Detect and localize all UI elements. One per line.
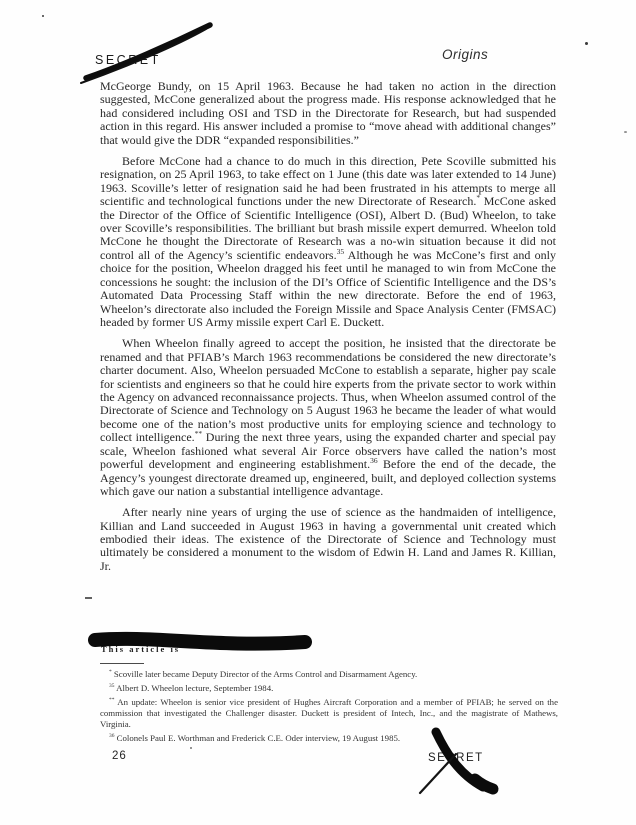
scan-speck: [624, 131, 627, 133]
scan-speck: [190, 747, 192, 749]
classification-stamp-bottom: SECRET: [428, 752, 484, 764]
footnote-separator: [100, 663, 144, 664]
scan-speck: [85, 597, 92, 599]
paragraph: McGeorge Bundy, on 15 April 1963. Because he had taken no action in the direction suggested, McCone generalized about the progress made. His response acknowledged that he had considered including OSI and TSD in the Directorate for Research, but had suspended action in this regard. His answer included a promise to “move ahead with additional changes” that would give the DDR “expanded responsibilities.”: [100, 79, 556, 147]
footnote-item: * Scoville later became Deputy Director of the Arms Control and Disarmament Agency.: [109, 669, 418, 679]
footnote-item: ** An update: Wheelon is senior vice president of Hughes Aircraft Corporation and a member of PFIAB; he served on the commission that investigated the Challenger disaster. Duckett is president of Intech, Inc., and the magistrate of Mathews, Virginia.: [100, 697, 558, 729]
paragraph: Before McCone had a chance to do much in this direction, Pete Scoville submitted his resignation, on 25 April 1963, to take effect on 1 June (this date was later extended to 14 June) 1963. Scoville’s letter of resignation said he had been frustrated in his attempts to merge all scientific and technological functions under the new Directorate of Research.* McCone asked the Director of the Office of Scientific Intelligence (OSI), Albert D. (Bud) Wheelon, to take over Scoville’s responsibilities. The brilliant but brash missile expert demurred. Wheelon told McCone he thought the Directorate of Research was a no-win situation because it did not control all of the Agency’s scientific endeavors.$^{35}$ Although he was McCone’s first and only choice for the position, Wheelon dragged his feet until he managed to win from McCone the concessions he sought: the inclusion of the DI’s Office of Scientific Intelligence and the DS’s Automated Data Processing Staff within the new directorate. Before the end of 1963, Wheelon’s directorate also included the Foreign Missile and Space Analysis Center (FMSAC) headed by former US Army missile expert Carl E. Duckett.: [100, 153, 556, 330]
body-paragraphs: [100, 80, 556, 581]
footnote-item: $^{35}$ Albert D. Wheelon lecture, September 1984.: [109, 683, 274, 693]
footnotes: [100, 669, 558, 747]
strike-mark-top-icon: [76, 16, 221, 88]
scan-speck: [42, 15, 44, 17]
footnote-item: $^{36}$ Colonels Paul E. Worthman and Frederick C.E. Oder interview, 19 August 1985.: [109, 733, 401, 743]
classification-stamp-top: SECRET: [95, 53, 161, 67]
running-title: Origins: [442, 47, 489, 62]
paragraph: After nearly nine years of urging the use of science as the handmaiden of intelligence, Killian and Land succeeded in August 1963 in having a governmental unit created which embodied their ideas. The existence of the Directorate of Science and Technology must ultimately be considered a monument to the wisdom of Edwin H. Land and James R. Killian, Jr.: [100, 505, 556, 573]
scan-speck: [585, 42, 588, 45]
page-number: 26: [112, 750, 127, 762]
redaction-remnant-text: This article is: [101, 644, 181, 654]
paragraph: When Wheelon finally agreed to accept the position, he insisted that the directorate be renamed and that PFIAB’s March 1963 recommendations be considered the new directorate’s charter document. Also, Wheelon persuaded McCone to establish a separate, higher pay scale for scientists and engineers so that he could hire experts from the private sector to work within the Agency on advanced reconnaissance projects. Thus, when Wheelon assumed control of the Directorate of Science and Technology on 5 August 1963 he became the leader of what would become one of the nation’s most productive units for employing science and technology to collect intelligence.** During the next three years, using the expanded charter and special pay scale, Wheelon fashioned what several Air Force observers have called the nation’s most powerful development and engineering establishment.$^{36}$ Before the end of the decade, the Agency’s youngest directorate dreamed up, engineered, built, and deployed collection systems which gave our nation a substantial intelligence advantage.: [100, 336, 556, 499]
